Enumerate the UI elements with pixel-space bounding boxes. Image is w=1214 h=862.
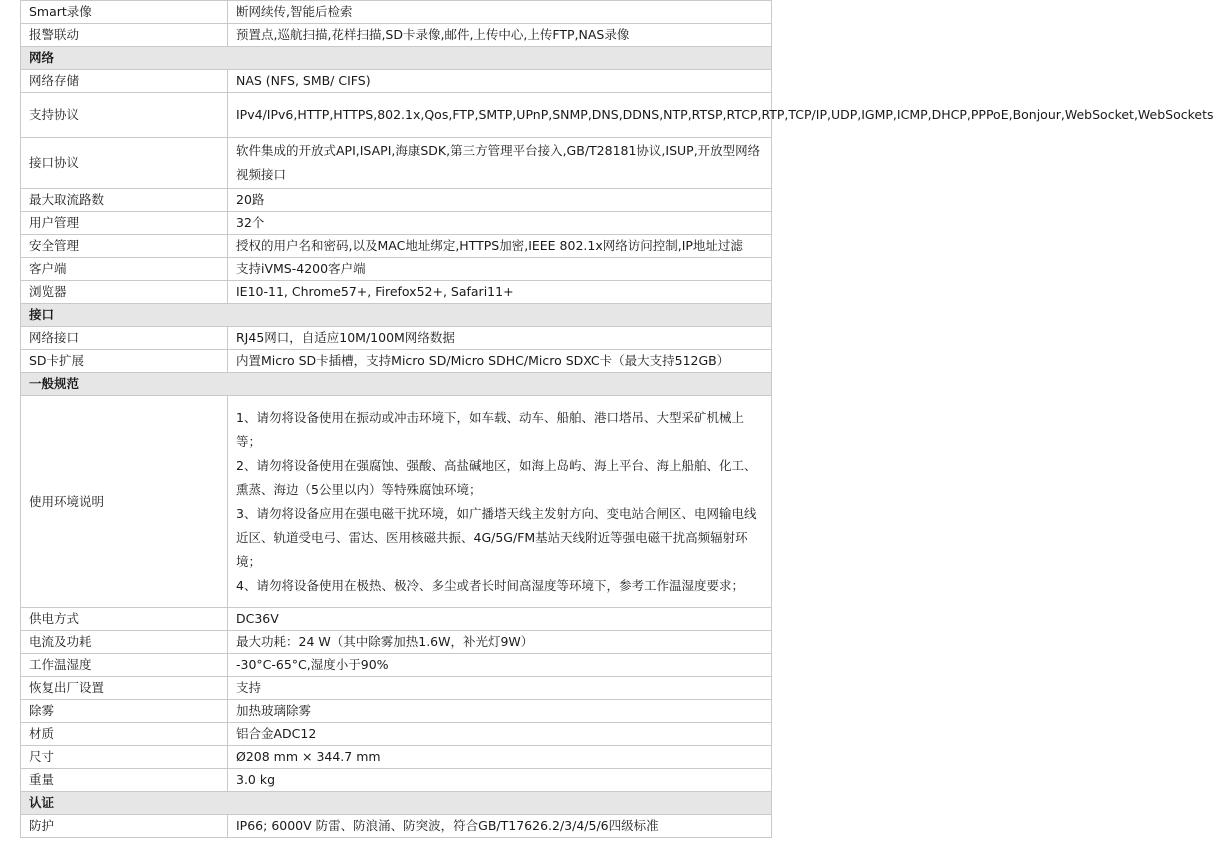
spec-value: 内置Micro SD卡插槽，支持Micro SD/Micro SDHC/Micro SDXC卡（最大支持512GB） [228,350,772,373]
spec-row [21,327,772,350]
spec-key: 供电方式 [21,608,228,631]
spec-value: 20路 [228,189,772,212]
section-title: 认证 [21,792,772,815]
spec-key: 客户端 [21,258,228,281]
spec-key: 工作温湿度 [21,654,228,677]
spec-value: 软件集成的开放式API,ISAPI,海康SDK,第三方管理平台接入,GB/T28181协议,ISUP,开放型网络视频接口 [228,138,772,189]
section-header-row [21,373,772,396]
spec-key: 报警联动 [21,24,228,47]
spec-row [21,70,772,93]
spec-key: 电流及功耗 [21,631,228,654]
spec-value: 授权的用户名和密码,以及MAC地址绑定,HTTPS加密,IEEE 802.1x网络访问控制,IP地址过滤 [228,235,772,258]
spec-row [21,723,772,746]
spec-row [21,212,772,235]
spec-row [21,746,772,769]
spec-row [21,350,772,373]
spec-value: 3.0 kg [228,769,772,792]
spec-key: 网络存储 [21,70,228,93]
spec-key: 使用环境说明 [21,396,228,608]
spec-value: 支持 [228,677,772,700]
spec-row [21,396,772,608]
spec-row [21,815,772,838]
spec-row [21,608,772,631]
spec-key: 安全管理 [21,235,228,258]
spec-value: 断网续传,智能后检索 [228,1,772,24]
spec-table-body [21,1,1214,838]
section-title: 一般规范 [21,373,772,396]
spec-value: 铝合金ADC12 [228,723,772,746]
spec-key: 最大取流路数 [21,189,228,212]
spec-row [21,281,772,304]
spec-row [21,24,772,47]
spec-key: 浏览器 [21,281,228,304]
spec-value: IPv4/IPv6,HTTP,HTTPS,802.1x,Qos,FTP,SMTP,UPnP,SNMP,DNS,DDNS,NTP,RTSP,RTCP,RTP,TCP/IP,UDP,IGMP,ICMP,DHCP,PPPoE,Bonjour,WebSocket,WebSockets [228,93,772,138]
spec-row [21,631,772,654]
spec-key: 材质 [21,723,228,746]
spec-key: 防护 [21,815,228,838]
spec-row [21,189,772,212]
section-header-row [21,792,772,815]
spec-row [21,258,772,281]
spec-row [21,700,772,723]
spec-value: DC36V [228,608,772,631]
spec-table [20,0,1214,838]
spec-row [21,138,772,189]
spec-row [21,235,772,258]
spec-value: 32个 [228,212,772,235]
spec-value: IP66; 6000V 防雷、防浪涌、防突波，符合GB/T17626.2/3/4/5/6四级标准 [228,815,772,838]
spec-key: 支持协议 [21,93,228,138]
section-header-row [21,47,772,70]
spec-row [21,93,772,138]
spec-key: 恢复出厂设置 [21,677,228,700]
spec-key: 尺寸 [21,746,228,769]
spec-value: 1、请勿将设备使用在振动或冲击环境下，如车载、动车、船舶、港口塔吊、大型采矿机械上等； 2、请勿将设备使用在强腐蚀、强酸、高盐碱地区，如海上岛屿、海上平台、海上船舶、化工、熏蒸、海边（5公里以内）等特殊腐蚀环境； 3、请勿将设备应用在强电磁干扰环境，如广播塔天线主发射方向、变电站合闸区、电网输电线近区、轨道受电弓、雷达、医用核磁共振、4G/5G/FM基站天线附近等强电磁干扰高频辐射环境； 4、请勿将设备使用在极热、极冷、多尘或者长时间高湿度等环境下，参考工作温湿度要求； [228,396,772,608]
spec-key: 重量 [21,769,228,792]
section-title: 接口 [21,304,772,327]
spec-key: 接口协议 [21,138,228,189]
spec-key: 用户管理 [21,212,228,235]
spec-row [21,677,772,700]
spec-key: Smart录像 [21,1,228,24]
section-header-row [21,304,772,327]
spec-value: RJ45网口，自适应10M/100M网络数据 [228,327,772,350]
spec-value: IE10-11, Chrome57+, Firefox52+, Safari11+ [228,281,772,304]
spec-value: 加热玻璃除雾 [228,700,772,723]
spec-row [21,769,772,792]
spec-key: SD卡扩展 [21,350,228,373]
spec-value: 预置点,巡航扫描,花样扫描,SD卡录像,邮件,上传中心,上传FTP,NAS录像 [228,24,772,47]
spec-value: -30°C-65°C,湿度小于90% [228,654,772,677]
spec-row [21,1,772,24]
spec-value: 最大功耗：24 W（其中除雾加热1.6W，补光灯9W） [228,631,772,654]
spec-row [21,654,772,677]
spec-value: 支持iVMS-4200客户端 [228,258,772,281]
spec-value: NAS (NFS, SMB/ CIFS) [228,70,772,93]
section-title: 网络 [21,47,772,70]
spec-key: 除雾 [21,700,228,723]
spec-value: Ø208 mm × 344.7 mm [228,746,772,769]
spec-key: 网络接口 [21,327,228,350]
